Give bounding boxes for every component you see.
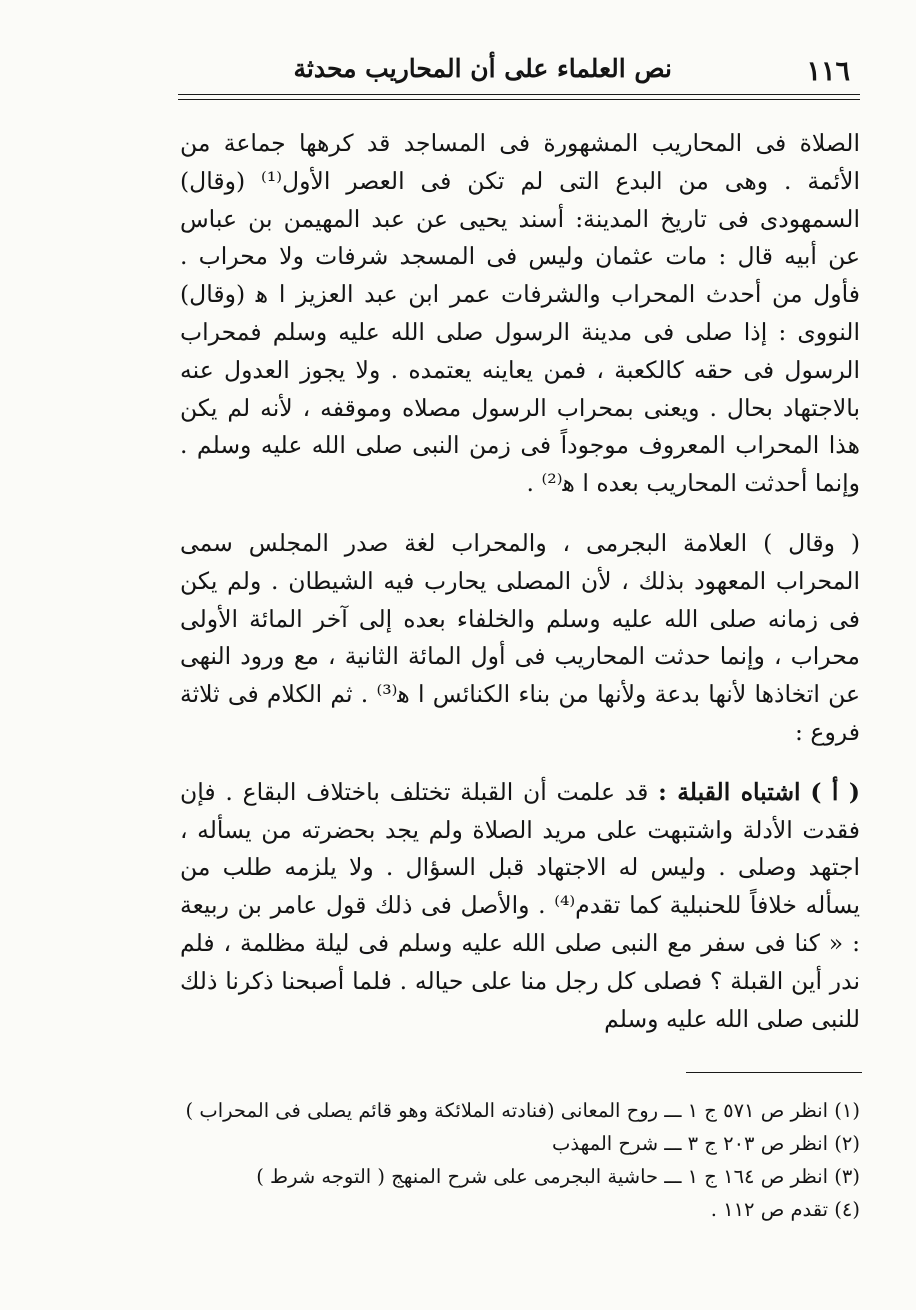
section-heading: اشتباه القبلة :	[658, 777, 801, 806]
footnote-4: (٤) تقدم ص ١١٢ .	[710, 1198, 860, 1221]
section-text: قد علمت أن القبلة تختلف باختلاف البقاع . فإن فقدت الأدلة واشتبهت على مريد الصلاة ولم يجد بحضرته من يسأله ، اجتهد وصلى . وليس له الاجتهاد قبل السؤال . ولا يلزمه طلب من يسأله خلافاً للحنبلية كما تقدم⁽⁴⁾ . والأصل فى ذلك قول عامر بن ربيعة : « كنا فى سفر مع النبى صلى الله عليه وسلم فى ليلة مظلمة ، فلم ندر أين القبلة ؟ فصلى كل رجل منا على حياله . فلما أصبحنا ذكرنا ذلك للنبى صلى الله عليه وسلم	[180, 777, 860, 1033]
page-number: ١١٦	[806, 56, 850, 87]
paragraph-1: الصلاة فى المحاريب المشهورة فى المساجد قد كرهها جماعة من الأئمة . وهى من البدع التى لم تكن فى العصر الأول⁽¹⁾ (وقال) السمهودى فى تاريخ المدينة: أسند يحيى عن عبد المهيمن بن عباس عن أبيه قال : مات عثمان وليس فى المسجد شرفات ولا محراب . فأول من أحدث المحراب والشرفات عمر ابن عبد العزيز ا ﻫ (وقال) النووى : إذا صلى فى مدينة الرسول صلى الله عليه وسلم فمحراب الرسول فى حقه كالكعبة ، فمن يعاينه يعتمده . ولا يجوز العدول عنه بالاجتهاد بحال . ويعنى بمحراب الرسول مصلاه وموقفه ، لأنه لم يكن هذا المحراب المعروف موجوداً فى زمن النبى صلى الله عليه وسلم . وإنما أحدثت المحاريب بعده ا ﻫ⁽²⁾ .	[180, 129, 860, 498]
section-marker: ( أ )	[810, 777, 860, 806]
footnote-separator	[686, 1072, 862, 1073]
header-rule-top	[178, 94, 860, 95]
footnotes	[180, 1094, 860, 1226]
footnote-1: (١) انظر ص ٥٧١ ج ١ ـــ روح المعانى (فنادته الملائكة وهو قائم يصلى فى المحراب )	[185, 1099, 860, 1122]
page-header	[178, 48, 860, 98]
footnote-2: (٢) انظر ص ٢٠٣ ج ٣ ـــ شرح المهذب	[551, 1132, 860, 1155]
header-rule-bottom	[178, 99, 860, 100]
paragraph-2: ( وقال ) العلامة البجرمى ، والمحراب لغة صدر المجلس سمى المحراب المعهود بذلك ، لأن المصلى يحارب فيه الشيطان . ولم يكن فى زمانه صلى الله عليه وسلم والخلفاء بعده إلى آخر المائة الأولى محراب ، وإنما حدثت المحاريب فى أول المائة الثانية ، مع ورود النهى عن اتخاذها لأنها بدعة ولأنها من بناء الكنائس ا ﻫ⁽³⁾ . ثم الكلام فى ثلاثة فروع :	[180, 528, 860, 746]
paragraph-section-a	[180, 774, 860, 1039]
footnote-3: (٣) انظر ص ١٦٤ ج ١ ـــ حاشية البجرمى على شرح المنهج ( التوجه شرط )	[256, 1165, 860, 1188]
running-title: نص العلماء على أن المحاريب محدثة	[293, 54, 672, 83]
main-text	[180, 125, 860, 1038]
